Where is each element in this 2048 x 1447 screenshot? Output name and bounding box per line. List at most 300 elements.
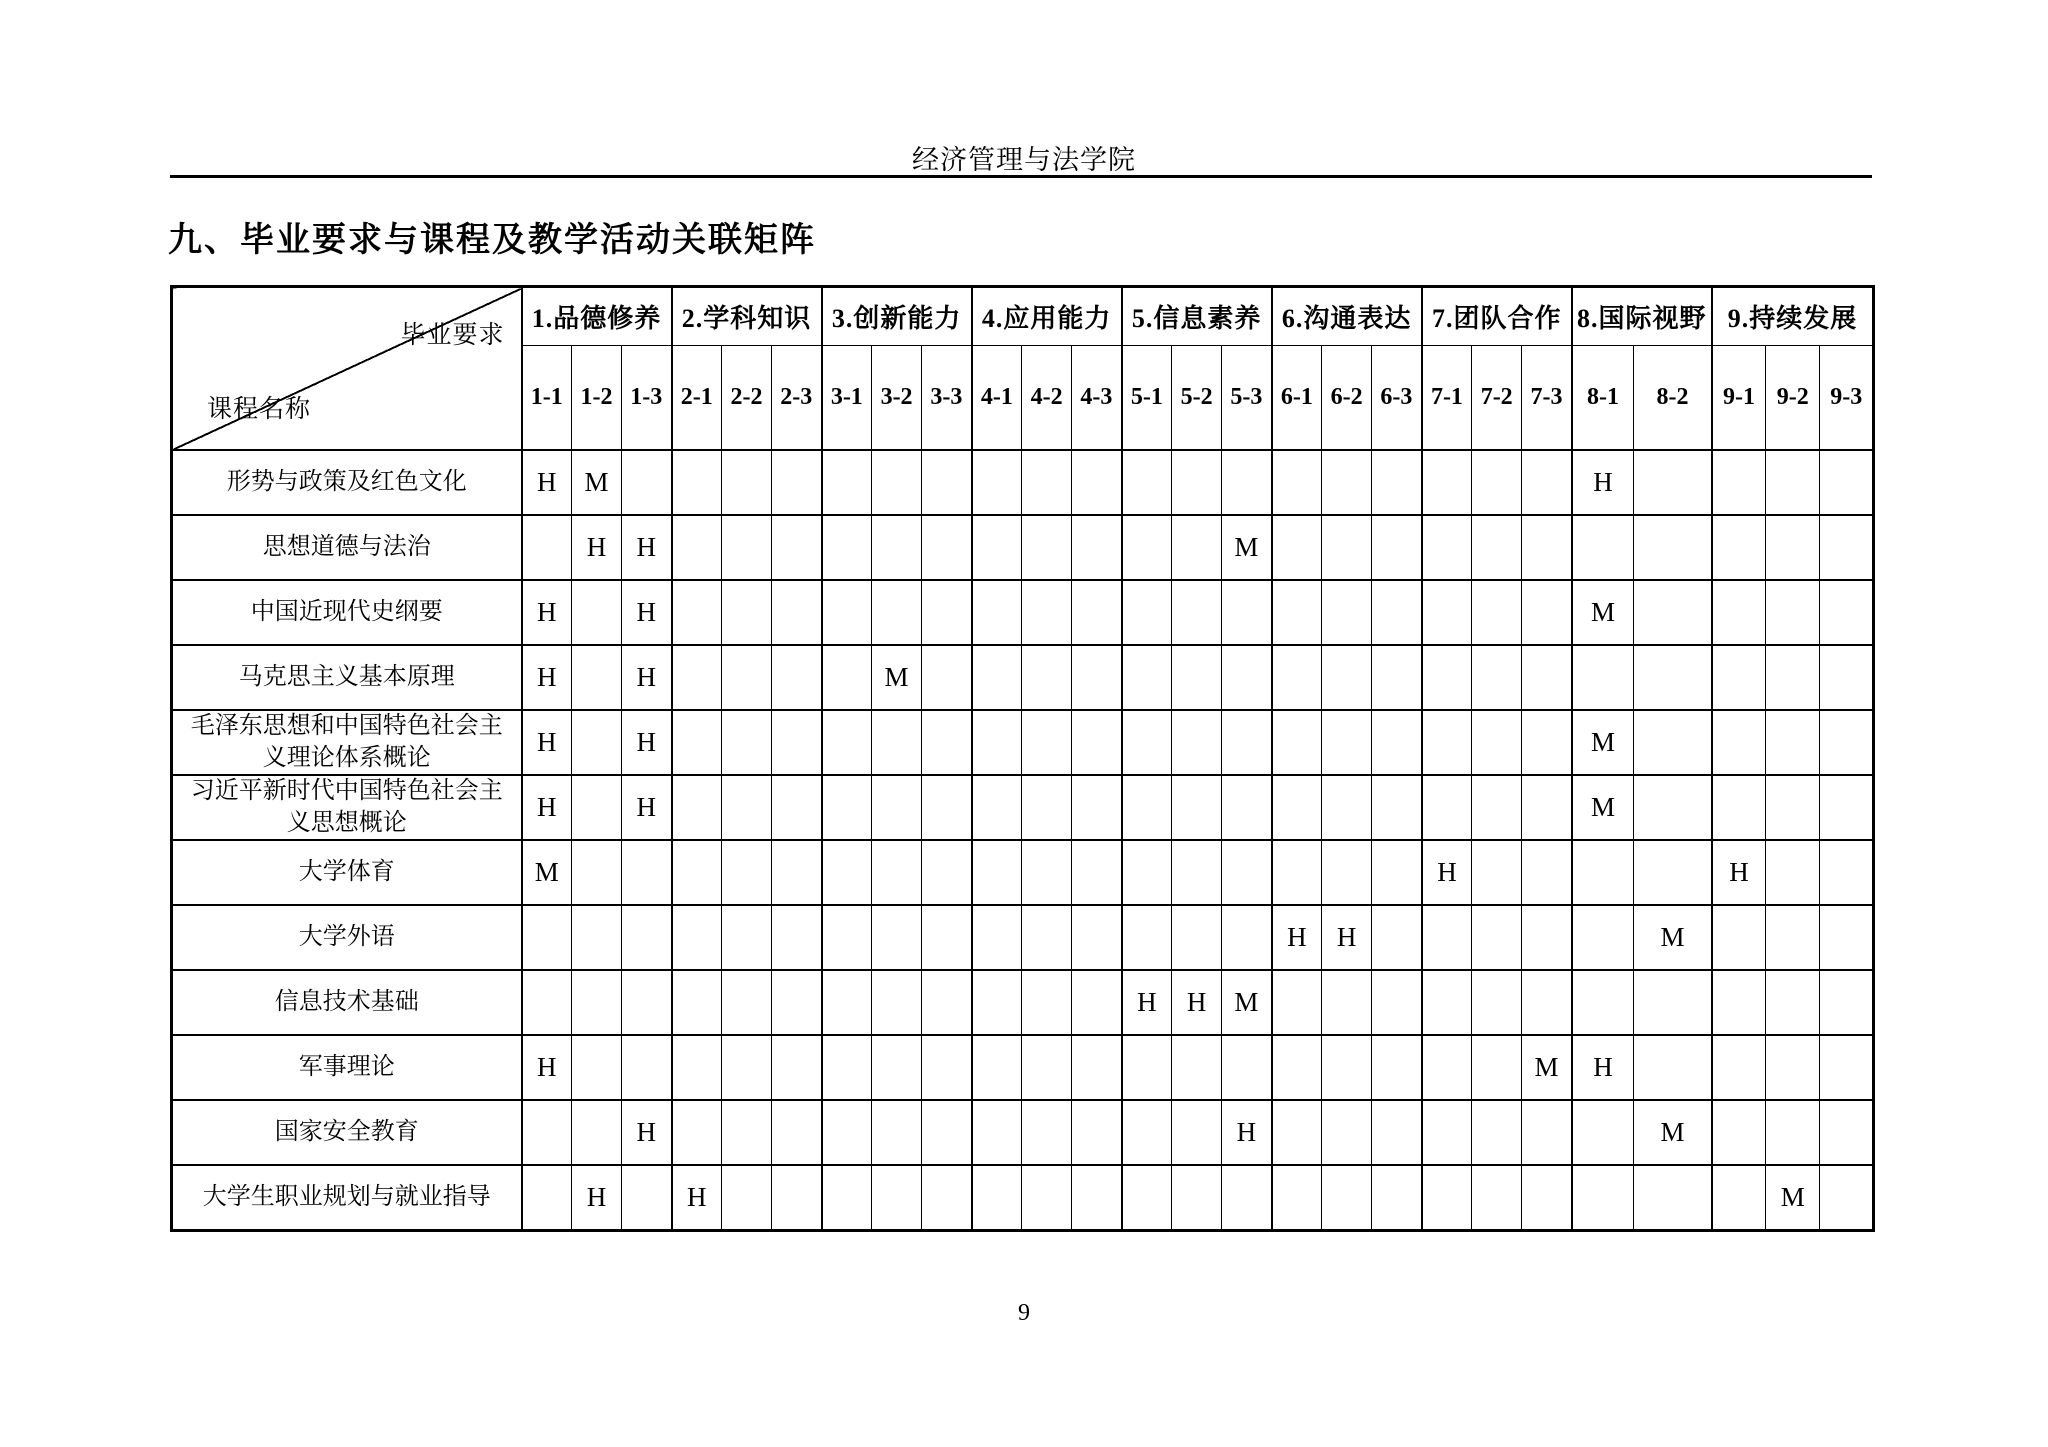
matrix-cell-r7-6-2 xyxy=(1322,840,1372,905)
matrix-cell-r5-8-1: M xyxy=(1572,710,1634,775)
matrix-cell-r12-1-2: H xyxy=(572,1165,622,1231)
matrix-cell-r12-3-2 xyxy=(872,1165,922,1231)
matrix-cell-r1-5-2 xyxy=(1172,450,1222,515)
matrix-cell-r2-9-2 xyxy=(1766,515,1820,580)
matrix-cell-r9-6-2 xyxy=(1322,970,1372,1035)
matrix-cell-r3-2-1 xyxy=(672,580,722,645)
matrix-cell-r6-9-3 xyxy=(1820,775,1874,840)
matrix-cell-r2-6-3 xyxy=(1372,515,1422,580)
matrix-cell-r4-9-1 xyxy=(1712,645,1766,710)
matrix-cell-r4-5-1 xyxy=(1122,645,1172,710)
matrix-cell-r7-9-2 xyxy=(1766,840,1820,905)
matrix-cell-r11-2-3 xyxy=(772,1100,822,1165)
matrix-cell-r6-4-2 xyxy=(1022,775,1072,840)
matrix-cell-r8-6-2: H xyxy=(1322,905,1372,970)
matrix-cell-r11-6-3 xyxy=(1372,1100,1422,1165)
matrix-cell-r11-4-2 xyxy=(1022,1100,1072,1165)
matrix-cell-r2-4-1 xyxy=(972,515,1022,580)
sub-column-header-7-1: 7-1 xyxy=(1422,346,1472,451)
matrix-cell-r4-2-2 xyxy=(722,645,772,710)
corner-diagonal-cell xyxy=(172,287,522,451)
matrix-cell-r3-2-2 xyxy=(722,580,772,645)
matrix-cell-r4-3-1 xyxy=(822,645,872,710)
matrix-cell-r9-2-1 xyxy=(672,970,722,1035)
matrix-cell-r1-4-1 xyxy=(972,450,1022,515)
matrix-cell-r1-9-1 xyxy=(1712,450,1766,515)
matrix-cell-r11-4-3 xyxy=(1072,1100,1122,1165)
matrix-cell-r5-9-2 xyxy=(1766,710,1820,775)
matrix-cell-r3-6-1 xyxy=(1272,580,1322,645)
sub-column-header-4-1: 4-1 xyxy=(972,346,1022,451)
matrix-cell-r6-3-2 xyxy=(872,775,922,840)
group-header-9: 9.持续发展 xyxy=(1712,287,1874,346)
matrix-cell-r1-4-3 xyxy=(1072,450,1122,515)
matrix-cell-r6-9-2 xyxy=(1766,775,1820,840)
matrix-cell-r12-7-3 xyxy=(1522,1165,1572,1231)
sub-column-header-4-2: 4-2 xyxy=(1022,346,1072,451)
matrix-cell-r12-5-3 xyxy=(1222,1165,1272,1231)
matrix-cell-r4-5-3 xyxy=(1222,645,1272,710)
matrix-cell-r6-8-1: M xyxy=(1572,775,1634,840)
matrix-cell-r8-4-3 xyxy=(1072,905,1122,970)
course-row xyxy=(172,1100,1874,1165)
course-name-cell: 信息技术基础 xyxy=(172,970,522,1035)
matrix-cell-r10-5-1 xyxy=(1122,1035,1172,1100)
matrix-cell-r3-1-2 xyxy=(572,580,622,645)
matrix-cell-r1-7-1 xyxy=(1422,450,1472,515)
matrix-cell-r2-7-2 xyxy=(1472,515,1522,580)
header-rule-line xyxy=(170,175,1872,178)
matrix-cell-r11-9-2 xyxy=(1766,1100,1820,1165)
matrix-cell-r10-4-3 xyxy=(1072,1035,1122,1100)
matrix-cell-r4-7-2 xyxy=(1472,645,1522,710)
matrix-cell-r2-3-1 xyxy=(822,515,872,580)
sub-column-header-8-2: 8-2 xyxy=(1634,346,1712,451)
course-name-cell: 马克思主义基本原理 xyxy=(172,645,522,710)
matrix-cell-r9-3-3 xyxy=(922,970,972,1035)
matrix-cell-r3-6-2 xyxy=(1322,580,1372,645)
matrix-cell-r9-7-1 xyxy=(1422,970,1472,1035)
matrix-cell-r12-5-2 xyxy=(1172,1165,1222,1231)
matrix-cell-r5-6-2 xyxy=(1322,710,1372,775)
sub-column-header-2-2: 2-2 xyxy=(722,346,772,451)
course-row xyxy=(172,1165,1874,1231)
matrix-cell-r2-9-1 xyxy=(1712,515,1766,580)
matrix-cell-r3-6-3 xyxy=(1372,580,1422,645)
matrix-cell-r4-6-3 xyxy=(1372,645,1422,710)
matrix-cell-r6-5-2 xyxy=(1172,775,1222,840)
matrix-cell-r8-3-2 xyxy=(872,905,922,970)
course-row xyxy=(172,710,1874,775)
matrix-cell-r8-2-2 xyxy=(722,905,772,970)
matrix-cell-r9-1-2 xyxy=(572,970,622,1035)
sub-column-header-9-2: 9-2 xyxy=(1766,346,1820,451)
matrix-cell-r11-3-3 xyxy=(922,1100,972,1165)
sub-column-header-3-2: 3-2 xyxy=(872,346,922,451)
course-name-cell: 大学外语 xyxy=(172,905,522,970)
course-name-cell: 毛泽东思想和中国特色社会主义理论体系概论 xyxy=(172,710,522,775)
course-row xyxy=(172,645,1874,710)
matrix-cell-r10-6-3 xyxy=(1372,1035,1422,1100)
graduation-requirements-matrix-table xyxy=(170,285,1875,1232)
matrix-cell-r12-3-1 xyxy=(822,1165,872,1231)
matrix-cell-r1-2-2 xyxy=(722,450,772,515)
matrix-cell-r1-9-3 xyxy=(1820,450,1874,515)
matrix-cell-r5-3-2 xyxy=(872,710,922,775)
matrix-cell-r9-5-1: H xyxy=(1122,970,1172,1035)
matrix-cell-r9-5-2: H xyxy=(1172,970,1222,1035)
matrix-cell-r1-3-1 xyxy=(822,450,872,515)
group-header-2: 2.学科知识 xyxy=(672,287,822,346)
matrix-cell-r6-6-2 xyxy=(1322,775,1372,840)
matrix-cell-r10-2-1 xyxy=(672,1035,722,1100)
sub-column-header-5-1: 5-1 xyxy=(1122,346,1172,451)
matrix-cell-r1-2-3 xyxy=(772,450,822,515)
matrix-cell-r5-2-3 xyxy=(772,710,822,775)
matrix-cell-r11-3-1 xyxy=(822,1100,872,1165)
matrix-cell-r7-1-3 xyxy=(622,840,672,905)
matrix-cell-r7-3-3 xyxy=(922,840,972,905)
matrix-cell-r8-6-1: H xyxy=(1272,905,1322,970)
matrix-cell-r6-3-1 xyxy=(822,775,872,840)
matrix-cell-r5-9-1 xyxy=(1712,710,1766,775)
matrix-cell-r5-8-2 xyxy=(1634,710,1712,775)
matrix-cell-r10-6-1 xyxy=(1272,1035,1322,1100)
matrix-cell-r10-9-2 xyxy=(1766,1035,1820,1100)
matrix-cell-r12-7-1 xyxy=(1422,1165,1472,1231)
group-header-4: 4.应用能力 xyxy=(972,287,1122,346)
matrix-cell-r3-3-1 xyxy=(822,580,872,645)
matrix-cell-r6-5-3 xyxy=(1222,775,1272,840)
matrix-cell-r2-5-2 xyxy=(1172,515,1222,580)
page-header-title: 经济管理与法学院 xyxy=(912,145,1136,175)
matrix-cell-r8-9-3 xyxy=(1820,905,1874,970)
sub-column-header-5-2: 5-2 xyxy=(1172,346,1222,451)
matrix-cell-r6-5-1 xyxy=(1122,775,1172,840)
matrix-cell-r11-5-1 xyxy=(1122,1100,1172,1165)
matrix-cell-r1-9-2 xyxy=(1766,450,1820,515)
table-header xyxy=(172,287,1874,451)
matrix-cell-r4-4-1 xyxy=(972,645,1022,710)
matrix-cell-r9-8-2 xyxy=(1634,970,1712,1035)
matrix-cell-r11-6-1 xyxy=(1272,1100,1322,1165)
matrix-cell-r7-1-2 xyxy=(572,840,622,905)
matrix-cell-r5-6-1 xyxy=(1272,710,1322,775)
matrix-cell-r6-2-3 xyxy=(772,775,822,840)
matrix-cell-r11-5-2 xyxy=(1172,1100,1222,1165)
matrix-cell-r5-4-3 xyxy=(1072,710,1122,775)
matrix-cell-r7-2-3 xyxy=(772,840,822,905)
sub-column-header-6-1: 6-1 xyxy=(1272,346,1322,451)
matrix-cell-r2-3-3 xyxy=(922,515,972,580)
matrix-cell-r2-7-1 xyxy=(1422,515,1472,580)
matrix-cell-r2-8-2 xyxy=(1634,515,1712,580)
matrix-cell-r8-3-3 xyxy=(922,905,972,970)
matrix-cell-r12-5-1 xyxy=(1122,1165,1172,1231)
corner-label-graduation-requirements: 毕业要求 xyxy=(400,321,505,349)
matrix-cell-r3-7-3 xyxy=(1522,580,1572,645)
matrix-cell-r3-4-3 xyxy=(1072,580,1122,645)
matrix-cell-r11-4-1 xyxy=(972,1100,1022,1165)
matrix-cell-r8-1-3 xyxy=(622,905,672,970)
matrix-cell-r5-4-2 xyxy=(1022,710,1072,775)
matrix-cell-r7-3-2 xyxy=(872,840,922,905)
matrix-cell-r7-2-1 xyxy=(672,840,722,905)
course-name-cell: 思想道德与法治 xyxy=(172,515,522,580)
group-header-7: 7.团队合作 xyxy=(1422,287,1572,346)
matrix-cell-r2-6-1 xyxy=(1272,515,1322,580)
matrix-cell-r10-7-2 xyxy=(1472,1035,1522,1100)
matrix-cell-r6-3-3 xyxy=(922,775,972,840)
matrix-cell-r6-1-2 xyxy=(572,775,622,840)
sub-column-header-1-2: 1-2 xyxy=(572,346,622,451)
matrix-cell-r1-5-1 xyxy=(1122,450,1172,515)
matrix-cell-r6-1-3: H xyxy=(622,775,672,840)
matrix-cell-r6-8-2 xyxy=(1634,775,1712,840)
matrix-cell-r12-8-1 xyxy=(1572,1165,1634,1231)
matrix-cell-r1-8-2 xyxy=(1634,450,1712,515)
matrix-cell-r4-6-2 xyxy=(1322,645,1372,710)
course-row xyxy=(172,580,1874,645)
matrix-cell-r5-4-1 xyxy=(972,710,1022,775)
matrix-cell-r2-2-3 xyxy=(772,515,822,580)
matrix-cell-r1-7-3 xyxy=(1522,450,1572,515)
matrix-cell-r12-1-1 xyxy=(522,1165,572,1231)
matrix-cell-r6-2-2 xyxy=(722,775,772,840)
matrix-cell-r7-4-3 xyxy=(1072,840,1122,905)
matrix-cell-r6-6-1 xyxy=(1272,775,1322,840)
matrix-cell-r8-6-3 xyxy=(1372,905,1422,970)
matrix-cell-r10-6-2 xyxy=(1322,1035,1372,1100)
matrix-cell-r8-1-2 xyxy=(572,905,622,970)
matrix-cell-r11-6-2 xyxy=(1322,1100,1372,1165)
course-name-cell: 大学生职业规划与就业指导 xyxy=(172,1165,522,1231)
matrix-cell-r3-1-1: H xyxy=(522,580,572,645)
matrix-cell-r7-4-2 xyxy=(1022,840,1072,905)
matrix-cell-r11-2-1 xyxy=(672,1100,722,1165)
matrix-cell-r4-5-2 xyxy=(1172,645,1222,710)
matrix-cell-r5-1-2 xyxy=(572,710,622,775)
sub-column-header-5-3: 5-3 xyxy=(1222,346,1272,451)
matrix-cell-r8-5-2 xyxy=(1172,905,1222,970)
matrix-cell-r6-7-3 xyxy=(1522,775,1572,840)
matrix-cell-r9-9-3 xyxy=(1820,970,1874,1035)
matrix-cell-r10-1-3 xyxy=(622,1035,672,1100)
matrix-cell-r2-7-3 xyxy=(1522,515,1572,580)
matrix-cell-r10-2-3 xyxy=(772,1035,822,1100)
matrix-cell-r6-4-1 xyxy=(972,775,1022,840)
sub-column-header-9-1: 9-1 xyxy=(1712,346,1766,451)
matrix-cell-r12-6-3 xyxy=(1372,1165,1422,1231)
matrix-cell-r8-8-2: M xyxy=(1634,905,1712,970)
matrix-cell-r5-1-3: H xyxy=(622,710,672,775)
matrix-cell-r5-5-1 xyxy=(1122,710,1172,775)
course-row xyxy=(172,775,1874,840)
matrix-cell-r11-8-2: M xyxy=(1634,1100,1712,1165)
matrix-cell-r9-9-1 xyxy=(1712,970,1766,1035)
matrix-cell-r6-7-1 xyxy=(1422,775,1472,840)
matrix-cell-r12-2-1: H xyxy=(672,1165,722,1231)
matrix-cell-r11-2-2 xyxy=(722,1100,772,1165)
sub-column-header-8-1: 8-1 xyxy=(1572,346,1634,451)
matrix-cell-r1-6-1 xyxy=(1272,450,1322,515)
matrix-cell-r2-2-2 xyxy=(722,515,772,580)
matrix-cell-r9-4-3 xyxy=(1072,970,1122,1035)
sub-column-header-2-3: 2-3 xyxy=(772,346,822,451)
matrix-cell-r10-3-3 xyxy=(922,1035,972,1100)
matrix-cell-r1-3-3 xyxy=(922,450,972,515)
matrix-cell-r5-2-2 xyxy=(722,710,772,775)
matrix-cell-r5-3-1 xyxy=(822,710,872,775)
matrix-cell-r8-4-1 xyxy=(972,905,1022,970)
matrix-cell-r4-8-2 xyxy=(1634,645,1712,710)
matrix-cell-r12-8-2 xyxy=(1634,1165,1712,1231)
matrix-cell-r3-5-1 xyxy=(1122,580,1172,645)
course-row xyxy=(172,840,1874,905)
matrix-cell-r4-1-2 xyxy=(572,645,622,710)
matrix-cell-r11-9-3 xyxy=(1820,1100,1874,1165)
matrix-cell-r1-8-1: H xyxy=(1572,450,1634,515)
matrix-cell-r7-5-2 xyxy=(1172,840,1222,905)
matrix-cell-r12-9-1 xyxy=(1712,1165,1766,1231)
matrix-cell-r3-3-3 xyxy=(922,580,972,645)
matrix-cell-r10-1-2 xyxy=(572,1035,622,1100)
group-header-8: 8.国际视野 xyxy=(1572,287,1712,346)
matrix-cell-r7-8-2 xyxy=(1634,840,1712,905)
matrix-cell-r10-7-1 xyxy=(1422,1035,1472,1100)
matrix-cell-r7-5-1 xyxy=(1122,840,1172,905)
matrix-cell-r5-5-2 xyxy=(1172,710,1222,775)
matrix-cell-r4-3-2: M xyxy=(872,645,922,710)
matrix-cell-r7-9-3 xyxy=(1820,840,1874,905)
sub-column-header-6-2: 6-2 xyxy=(1322,346,1372,451)
matrix-cell-r1-5-3 xyxy=(1222,450,1272,515)
matrix-cell-r11-8-1 xyxy=(1572,1100,1634,1165)
matrix-cell-r9-3-2 xyxy=(872,970,922,1035)
matrix-cell-r1-2-1 xyxy=(672,450,722,515)
matrix-cell-r7-7-1: H xyxy=(1422,840,1472,905)
matrix-cell-r1-6-3 xyxy=(1372,450,1422,515)
section-title: 九、毕业要求与课程及教学活动关联矩阵 xyxy=(168,221,816,259)
matrix-cell-r10-5-2 xyxy=(1172,1035,1222,1100)
matrix-cell-r8-1-1 xyxy=(522,905,572,970)
matrix-cell-r9-7-3 xyxy=(1522,970,1572,1035)
matrix-cell-r1-1-3 xyxy=(622,450,672,515)
course-row xyxy=(172,450,1874,515)
matrix-cell-r8-8-1 xyxy=(1572,905,1634,970)
matrix-cell-r2-5-1 xyxy=(1122,515,1172,580)
matrix-cell-r7-4-1 xyxy=(972,840,1022,905)
matrix-cell-r4-1-1: H xyxy=(522,645,572,710)
matrix-cell-r12-4-1 xyxy=(972,1165,1022,1231)
matrix-cell-r2-2-1 xyxy=(672,515,722,580)
course-name-cell: 习近平新时代中国特色社会主义思想概论 xyxy=(172,775,522,840)
matrix-cell-r9-2-3 xyxy=(772,970,822,1035)
matrix-cell-r12-3-3 xyxy=(922,1165,972,1231)
sub-column-header-3-3: 3-3 xyxy=(922,346,972,451)
matrix-cell-r1-4-2 xyxy=(1022,450,1072,515)
matrix-cell-r5-1-1: H xyxy=(522,710,572,775)
matrix-cell-r3-4-2 xyxy=(1022,580,1072,645)
matrix-cell-r3-1-3: H xyxy=(622,580,672,645)
page-number: 9 xyxy=(1018,1300,1030,1326)
matrix-cell-r5-7-1 xyxy=(1422,710,1472,775)
sub-column-header-3-1: 3-1 xyxy=(822,346,872,451)
course-name-cell: 军事理论 xyxy=(172,1035,522,1100)
matrix-cell-r9-8-1 xyxy=(1572,970,1634,1035)
matrix-cell-r2-5-3: M xyxy=(1222,515,1272,580)
matrix-cell-r11-9-1 xyxy=(1712,1100,1766,1165)
matrix-cell-r12-9-2: M xyxy=(1766,1165,1820,1231)
matrix-cell-r11-7-3 xyxy=(1522,1100,1572,1165)
matrix-cell-r10-4-1 xyxy=(972,1035,1022,1100)
sub-column-header-9-3: 9-3 xyxy=(1820,346,1874,451)
matrix-cell-r3-9-1 xyxy=(1712,580,1766,645)
matrix-cell-r9-1-1 xyxy=(522,970,572,1035)
matrix-cell-r4-7-3 xyxy=(1522,645,1572,710)
matrix-cell-r11-7-1 xyxy=(1422,1100,1472,1165)
matrix-cell-r8-7-1 xyxy=(1422,905,1472,970)
matrix-cell-r10-4-2 xyxy=(1022,1035,1072,1100)
course-row xyxy=(172,1035,1874,1100)
matrix-cell-r10-9-3 xyxy=(1820,1035,1874,1100)
matrix-cell-r4-9-2 xyxy=(1766,645,1820,710)
matrix-cell-r9-4-2 xyxy=(1022,970,1072,1035)
matrix-cell-r10-8-1: H xyxy=(1572,1035,1634,1100)
sub-column-header-4-3: 4-3 xyxy=(1072,346,1122,451)
matrix-cell-r3-7-1 xyxy=(1422,580,1472,645)
matrix-cell-r8-2-1 xyxy=(672,905,722,970)
matrix-cell-r6-9-1 xyxy=(1712,775,1766,840)
course-row xyxy=(172,905,1874,970)
matrix-cell-r11-1-2 xyxy=(572,1100,622,1165)
matrix-cell-r9-9-2 xyxy=(1766,970,1820,1035)
course-name-cell: 中国近现代史纲要 xyxy=(172,580,522,645)
matrix-cell-r12-2-3 xyxy=(772,1165,822,1231)
course-name-cell: 国家安全教育 xyxy=(172,1100,522,1165)
matrix-cell-r2-4-2 xyxy=(1022,515,1072,580)
matrix-cell-r12-9-3 xyxy=(1820,1165,1874,1231)
matrix-cell-r7-2-2 xyxy=(722,840,772,905)
matrix-cell-r5-2-1 xyxy=(672,710,722,775)
matrix-cell-r2-6-2 xyxy=(1322,515,1372,580)
matrix-cell-r3-8-1: M xyxy=(1572,580,1634,645)
matrix-cell-r6-4-3 xyxy=(1072,775,1122,840)
matrix-cell-r10-9-1 xyxy=(1712,1035,1766,1100)
matrix-cell-r2-1-1 xyxy=(522,515,572,580)
matrix-cell-r3-4-1 xyxy=(972,580,1022,645)
matrix-cell-r4-4-2 xyxy=(1022,645,1072,710)
matrix-cell-r1-1-2: M xyxy=(572,450,622,515)
matrix-cell-r7-3-1 xyxy=(822,840,872,905)
matrix-cell-r7-6-1 xyxy=(1272,840,1322,905)
matrix-cell-r10-7-3: M xyxy=(1522,1035,1572,1100)
matrix-cell-r8-9-2 xyxy=(1766,905,1820,970)
matrix-cell-r4-2-1 xyxy=(672,645,722,710)
matrix-cell-r5-7-2 xyxy=(1472,710,1522,775)
matrix-cell-r12-1-3 xyxy=(622,1165,672,1231)
matrix-cell-r4-9-3 xyxy=(1820,645,1874,710)
matrix-cell-r9-4-1 xyxy=(972,970,1022,1035)
matrix-cell-r7-7-3 xyxy=(1522,840,1572,905)
matrix-cell-r7-9-1: H xyxy=(1712,840,1766,905)
sub-column-header-2-1: 2-1 xyxy=(672,346,722,451)
matrix-cell-r11-5-3: H xyxy=(1222,1100,1272,1165)
matrix-cell-r9-5-3: M xyxy=(1222,970,1272,1035)
matrix-cell-r12-6-1 xyxy=(1272,1165,1322,1231)
matrix-cell-r2-8-1 xyxy=(1572,515,1634,580)
matrix-cell-r9-6-1 xyxy=(1272,970,1322,1035)
